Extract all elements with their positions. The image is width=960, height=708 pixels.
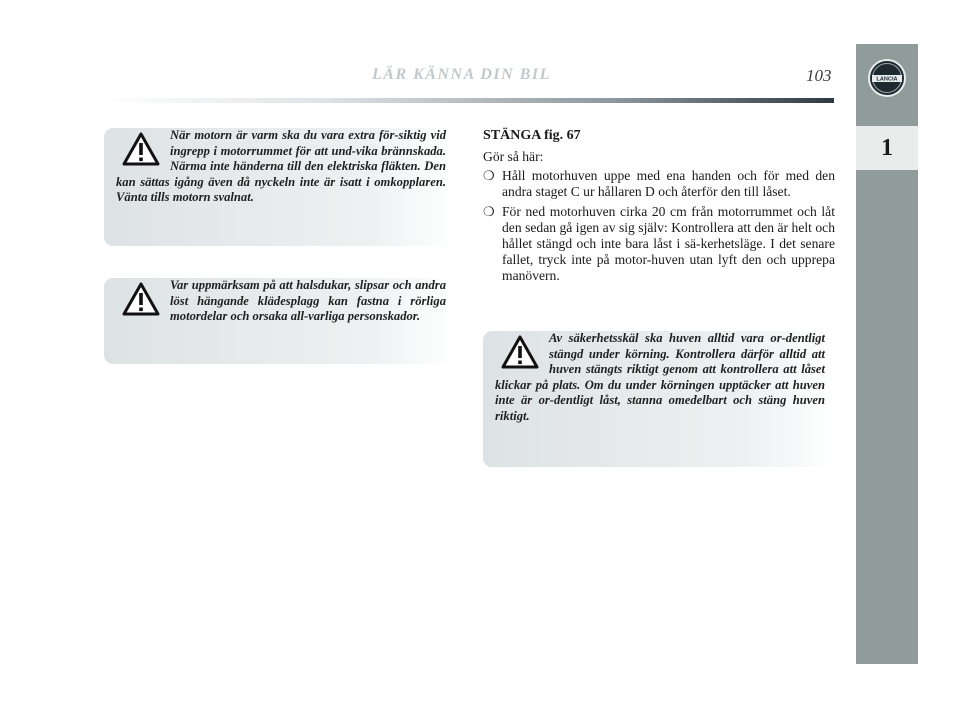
warning-box-loose-clothing	[104, 278, 456, 364]
warning-box-hot-engine	[104, 128, 456, 246]
list-item-text: För ned motorhuven cirka 20 cm från motorrummet och låt den sedan gå igen av sig själv: Kontrollera att den är helt och hållet stängd och inte bara låst i sä-kerhetsläge. I det senare fallet, tryck inte på motor-huven utan lyft den och upprepa manövern.	[502, 204, 835, 283]
list-item-text: Håll motorhuven uppe med ena handen och för med den andra staget C ur hållaren D och återför den till låset.	[502, 168, 835, 199]
section-title: STÄNGA fig. 67	[483, 128, 581, 143]
section-intro: Gör så här:	[483, 149, 544, 164]
brand-logo	[856, 44, 918, 112]
bullet-circle-icon: ❍	[483, 168, 495, 183]
warning-text: När motorn är varm ska du vara extra för-siktig vid ingrepp i motorrummet för att und-vika brännskada. Närma inte händerna till den elektriska fläkten. Den kan sättas igång även då nyckeln inte är isatt i omkopplaren. Vänta tills motorn svalnat.	[116, 128, 446, 205]
list-item	[483, 168, 835, 200]
warning-text: Av säkerhetsskäl ska huven alltid vara or-dentligt stängd under körning. Kontrollera därför alltid att huven stängts riktigt genom att kontrollera att låset klickar på plats. Om du under körningen upptäcker att huven inte är or-dentligt låst, stanna omedelbart och stäng huven riktigt.	[495, 331, 825, 423]
warning-triangle-icon	[501, 335, 539, 369]
header-rule	[104, 98, 834, 103]
main-column	[483, 128, 835, 288]
list-item	[483, 204, 835, 284]
bullet-circle-icon: ❍	[483, 204, 495, 219]
warning-triangle-icon	[122, 282, 160, 316]
warning-triangle-icon	[122, 132, 160, 166]
page-number: 103	[806, 66, 832, 85]
warning-text: Var uppmärksam på att halsdukar, slipsar och andra löst hängande klädesplagg kan fastna i rörliga motordelar och orsaka all-varliga personskador.	[170, 278, 446, 324]
warning-box-hood-closed	[483, 331, 835, 467]
lancia-logo-icon	[867, 58, 907, 98]
running-header-title: LÄR KÄNNA DIN BIL	[372, 66, 551, 83]
logo-text: LANCIA	[876, 76, 898, 83]
chapter-number: 1	[856, 126, 918, 170]
